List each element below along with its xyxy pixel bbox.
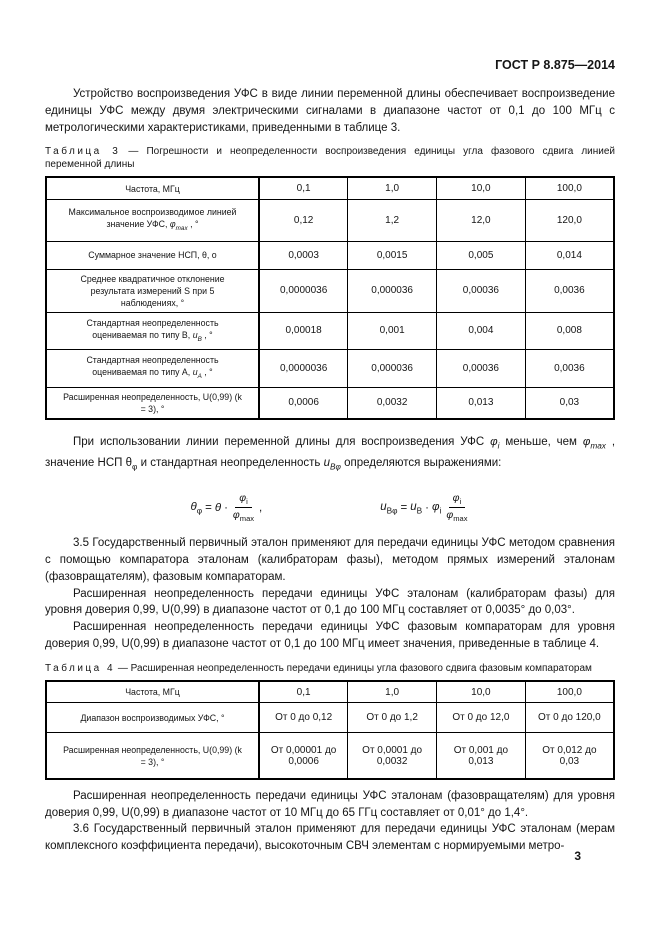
page-number: 3 (574, 849, 581, 863)
cell-value: 120,0 (525, 199, 614, 241)
row-label: Стандартная неопределенность оцениваемая по типу В, $u_B$ , ° (46, 312, 259, 349)
cell-value: 1,2 (348, 199, 437, 241)
cell-value: 0,005 (437, 241, 526, 269)
fraction: $\frac{\varphi_i}{\varphi_{max}}$ (232, 492, 255, 524)
table4-row-expanded-uncert (46, 733, 614, 779)
cell-value: 0,001 (348, 312, 437, 349)
cell-value: 0,000036 (348, 349, 437, 387)
table3 (45, 176, 615, 420)
cell-value: 0,008 (525, 312, 614, 349)
cell-value: 0,00018 (259, 312, 348, 349)
table3-row-uncert-type-a (46, 349, 614, 387)
cell-value: 10,0 (437, 177, 526, 199)
cell-value: От 0,0001 до 0,0032 (348, 733, 437, 779)
cell-value: От 0,00001 до 0,0006 (259, 733, 348, 779)
table4-caption (45, 662, 615, 675)
cell-value: 0,014 (525, 241, 614, 269)
cell-value: 0,0000036 (259, 349, 348, 387)
standard-number-header: ГОСТ Р 8.875—2014 (495, 58, 615, 72)
table4-caption-text: — Расширенная неопределенность передачи единицы угла фазового сдвига фазовым компараторам (117, 662, 592, 674)
table3-row-frequency (46, 177, 614, 199)
row-label: Суммарное значение НСП, θ, о (46, 241, 259, 269)
cell-value: 0,12 (259, 199, 348, 241)
cell-value: 0,00036 (437, 349, 526, 387)
row-label: Среднее квадратичное отклонение результата измерений S при 5 наблюдениях, ° (46, 269, 259, 312)
cell-value: От 0 до 120,0 (525, 703, 614, 733)
cell-value: От 0 до 0,12 (259, 703, 348, 733)
cell-value: 0,000036 (348, 269, 437, 312)
table4-row-range (46, 703, 614, 733)
cell-value: 0,03 (525, 387, 614, 419)
table3-caption (45, 145, 615, 171)
cell-value: 0,0015 (348, 241, 437, 269)
cell-value: 0,0003 (259, 241, 348, 269)
cell-value: 0,00036 (437, 269, 526, 312)
cell-value: 0,0032 (348, 387, 437, 419)
row-label: Максимальное воспроизводимое линией значение УФС, $\varphi_{max}$ , ° (46, 199, 259, 241)
table3-row-std-deviation (46, 269, 614, 312)
formulas-row (45, 492, 615, 523)
table4-row-frequency (46, 681, 614, 703)
cell-value: 12,0 (437, 199, 526, 241)
row-label: Расширенная неопределенность, U(0,99) (k = 3), ° (46, 733, 259, 779)
cell-value: 1,0 (348, 681, 437, 703)
table4-caption-label: Таблица 4 (45, 662, 116, 674)
paragraph-3-5-comparators: Расширенная неопределенность передачи единицы УФС фазовым компараторам для уровня доверия 0,99, U(0,99) в диапазоне частот от 0,1 до 100 МГц имеет значения, приведенные в таблице 4. (45, 621, 615, 651)
fraction: $\frac{\varphi_i}{\varphi_{max}}$ (446, 492, 468, 524)
cell-value: 1,0 (348, 177, 437, 199)
cell-value: 0,1 (259, 681, 348, 703)
paragraph-3-5: 3.5 Государственный первичный эталон применяют для передачи единицы УФС методом сравнения с помощью компаратора эталонам (калибраторам фазы), методом прямых измерений эталонам (фазовращателям), фазовым компараторам. (45, 537, 615, 583)
formula-theta-phi: $\theta_\varphi$ = θ · $\frac{\varphi_i}{\varphi_{max}}$ , (190, 492, 263, 524)
row-label: Расширенная неопределенность, U(0,99) (k = 3), ° (46, 387, 259, 419)
formula-u-b-phi: $u_{B\varphi}$ = $u_B$ · $\varphi_i$ $\frac{\varphi_i}{\varphi_{max}}$ (380, 492, 468, 524)
table3-caption-label: Таблица 3 (45, 146, 121, 158)
table4 (45, 680, 615, 780)
paragraph-intro: Устройство воспроизведения УФС в виде линии переменной длины обеспечивает воспроизведение единицы УФС между двумя электрическими сигналами в диапазоне частот от 0,1 до 100 МГц с метрологическими характеристиками, приведенными в таблице 3. (45, 88, 615, 134)
cell-value: 100,0 (525, 681, 614, 703)
row-label: Частота, МГц (46, 177, 259, 199)
table3-row-expanded-uncert (46, 387, 614, 419)
paragraph-3-6: 3.6 Государственный первичный эталон применяют для передачи единицы УФС эталонам (мерам комплексного коэффициента передачи), высокоточным СВЧ элементам с нормируемыми метро- (45, 823, 615, 853)
cell-value: От 0 до 12,0 (437, 703, 526, 733)
cell-value: 10,0 (437, 681, 526, 703)
cell-value: 0,013 (437, 387, 526, 419)
cell-value: От 0 до 1,2 (348, 703, 437, 733)
paragraph-3-5-calibrators: Расширенная неопределенность передачи единицы УФС эталонам (калибраторам фазы) для уровня доверия 0,99, U(0,99) в диапазоне частот от 0,1 до 100 МГц составляет от 0,0035° до 0,03°. (45, 587, 615, 617)
cell-value: 0,004 (437, 312, 526, 349)
cell-value: 0,0036 (525, 269, 614, 312)
cell-value: От 0,012 до 0,03 (525, 733, 614, 779)
paragraph-3-6-phase-shifters: Расширенная неопределенность передачи единицы УФС эталонам (фазовращателям) для уровня доверия 0,99, U(0,99) в диапазоне частот от 10 МГц до 65 ГГц составляет от 0,01° до 1,4°. (45, 789, 615, 819)
paragraph-after-table3: При использовании линии переменной длины для воспроизведения УФС $\varphi_i$ меньше, чем $\varphi_{max}$ , значение НСП $\theta_\varphi$ и стандартная неопределенность $u_{B\varphi}$ определяются выражениями: (45, 435, 616, 472)
table3-row-uncert-type-b (46, 312, 614, 349)
cell-value: 0,1 (259, 177, 348, 199)
table3-row-nsp (46, 241, 614, 269)
cell-value: 0,0000036 (259, 269, 348, 312)
cell-value: 0,0036 (525, 349, 614, 387)
cell-value: 100,0 (525, 177, 614, 199)
row-label: Стандартная неопределенность оцениваемая по типу А, $u_A$ , ° (46, 349, 259, 387)
row-label: Частота, МГц (46, 681, 259, 703)
table3-caption-text: — Погрешности и неопределенности воспроизведения единицы угла фазового сдвига линией переменной длины (45, 146, 616, 171)
cell-value: 0,0006 (259, 387, 348, 419)
row-label: Диапазон воспроизводимых УФС, ° (46, 703, 259, 733)
cell-value: От 0,001 до 0,013 (437, 733, 526, 779)
table3-row-max-ufs (46, 199, 614, 241)
